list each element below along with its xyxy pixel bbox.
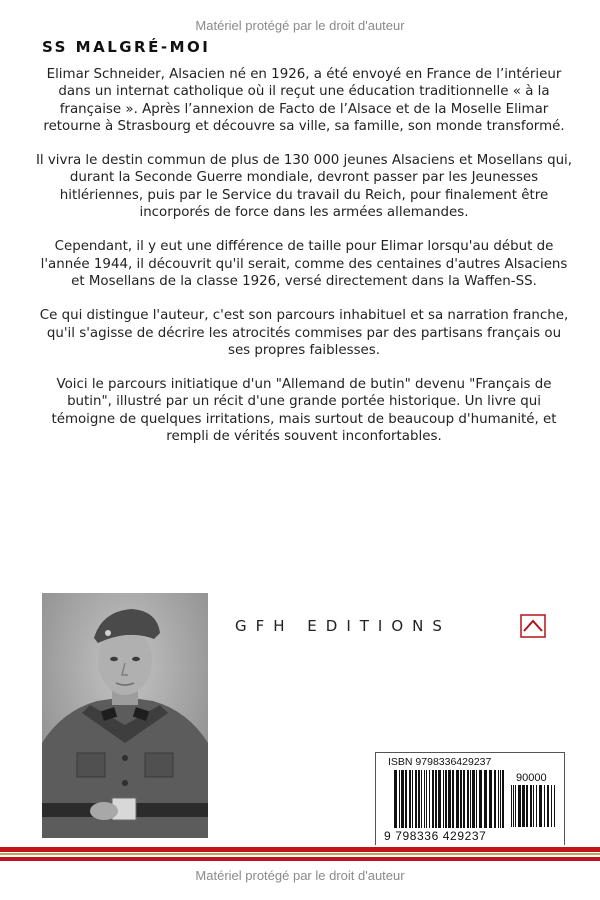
barcode-bar bbox=[533, 785, 534, 827]
barcode-bar bbox=[554, 785, 555, 827]
back-cover-blurb bbox=[34, 66, 574, 462]
publisher-name: GFH EDITIONS bbox=[235, 617, 451, 635]
barcode-bar bbox=[452, 770, 454, 828]
barcode-bar bbox=[399, 770, 400, 828]
barcode-bar bbox=[401, 770, 404, 828]
barcode-bar bbox=[502, 770, 504, 828]
barcode-bar bbox=[394, 770, 397, 828]
barcode-bar bbox=[513, 785, 514, 827]
blurb-paragraph-4: Ce qui distingue l'auteur, c'est son parcours inhabituel et sa narration franche, qu'il s'agisse de décrire les atrocités commises par des partisans français ou ses propres faiblesses. bbox=[39, 308, 569, 358]
barcode-bar bbox=[456, 770, 459, 828]
barcode-bar bbox=[489, 770, 492, 828]
barcode-bars-addon bbox=[511, 785, 555, 827]
barcode-bar bbox=[547, 785, 549, 827]
barcode-bar bbox=[470, 770, 471, 828]
blurb-paragraph-2: Il vivra le destin commun de plus de 130 000 jeunes Alsaciens et Mosellans qui, durant la Seconde Guerre mondiale, devront passer par les Jeunesses hitlériennes, puis par le Service du travail du Reich, pour finalement être incorporés de force dans les armées allemandes. bbox=[35, 153, 573, 221]
blurb-paragraph-1: Elimar Schneider, Alsacien né en 1926, a été envoyé en France de l’intérieur dans un internat catholique où il reçut une éducation traditionnelle « à la française ». Après l’annexion de Facto de l’Alsace et de la Moselle Elimar retourne à Strasbourg et découvre sa ville, sa famille, son monde transformé. bbox=[43, 67, 565, 134]
barcode-digits: 9 798336 429237 bbox=[384, 829, 487, 843]
copyright-watermark-top: Matériel protégé par le droit d'auteur bbox=[195, 18, 405, 33]
price-code: 90000 bbox=[516, 772, 547, 784]
barcode-bar bbox=[515, 785, 516, 827]
barcode-bar bbox=[435, 770, 437, 828]
isbn-label: ISBN 9798336429237 bbox=[388, 756, 492, 768]
book-title: SS MALGRÉ-MOI bbox=[42, 38, 211, 56]
barcode-bar bbox=[472, 770, 475, 828]
barcode-bar bbox=[500, 770, 501, 828]
barcode-bar bbox=[526, 785, 528, 827]
barcode-bar bbox=[544, 785, 545, 827]
barcode-bar bbox=[522, 785, 525, 827]
barcode-bar bbox=[448, 770, 451, 828]
barcode-bar bbox=[415, 770, 417, 828]
barcode-bars-main bbox=[394, 770, 506, 828]
barcode-bar bbox=[421, 770, 422, 828]
barcode-bar bbox=[405, 770, 407, 828]
barcode-bar bbox=[429, 770, 430, 828]
barcode-bar bbox=[424, 770, 425, 828]
blurb-paragraph-5: Voici le parcours initiatique d'un "Allemand de butin" devenu "Français de butin", illustré par un récit d'une grande portée historique. Un livre qui témoigne de quelques irritations, mais surtout de beaucoup d'humanité, et rempli de vérités souvent inconfortables. bbox=[51, 377, 557, 445]
decorative-stripe-band bbox=[0, 845, 600, 865]
barcode-bar bbox=[409, 770, 411, 828]
barcode-bar bbox=[445, 770, 447, 828]
publisher-logo-icon bbox=[520, 614, 546, 638]
isbn-barcode bbox=[375, 752, 565, 847]
barcode-bar bbox=[418, 770, 420, 828]
barcode-bar bbox=[479, 770, 482, 828]
barcode-bar bbox=[551, 785, 552, 827]
barcode-bar bbox=[463, 770, 465, 828]
copyright-watermark-bottom: Matériel protégé par le droit d'auteur bbox=[195, 868, 405, 883]
barcode-bar bbox=[438, 770, 441, 828]
author-photo bbox=[42, 593, 208, 838]
barcode-bar bbox=[536, 785, 537, 827]
barcode-bar bbox=[443, 770, 444, 828]
blurb-paragraph-3: Cependant, il y eut une différence de taille pour Elimar lorsqu'au début de l'année 1944, il découvrit qu'il serait, comme des centaines d'autres Alsaciens et Mosellans de la classe 1926, versé directement dans la Waffen-SS. bbox=[40, 239, 568, 289]
barcode-bar bbox=[426, 770, 427, 828]
barcode-bar bbox=[530, 785, 532, 827]
barcode-bar bbox=[476, 770, 477, 828]
barcode-bar bbox=[539, 785, 542, 827]
barcode-bar bbox=[518, 785, 521, 827]
barcode-bar bbox=[467, 770, 469, 828]
barcode-bar bbox=[432, 770, 434, 828]
barcode-bar bbox=[484, 770, 487, 828]
barcode-bar bbox=[498, 770, 499, 828]
barcode-bar bbox=[412, 770, 413, 828]
barcode-bar bbox=[511, 785, 512, 827]
soldier-portrait-illustration bbox=[42, 593, 208, 838]
barcode-bar bbox=[494, 770, 496, 828]
barcode-bar bbox=[460, 770, 462, 828]
